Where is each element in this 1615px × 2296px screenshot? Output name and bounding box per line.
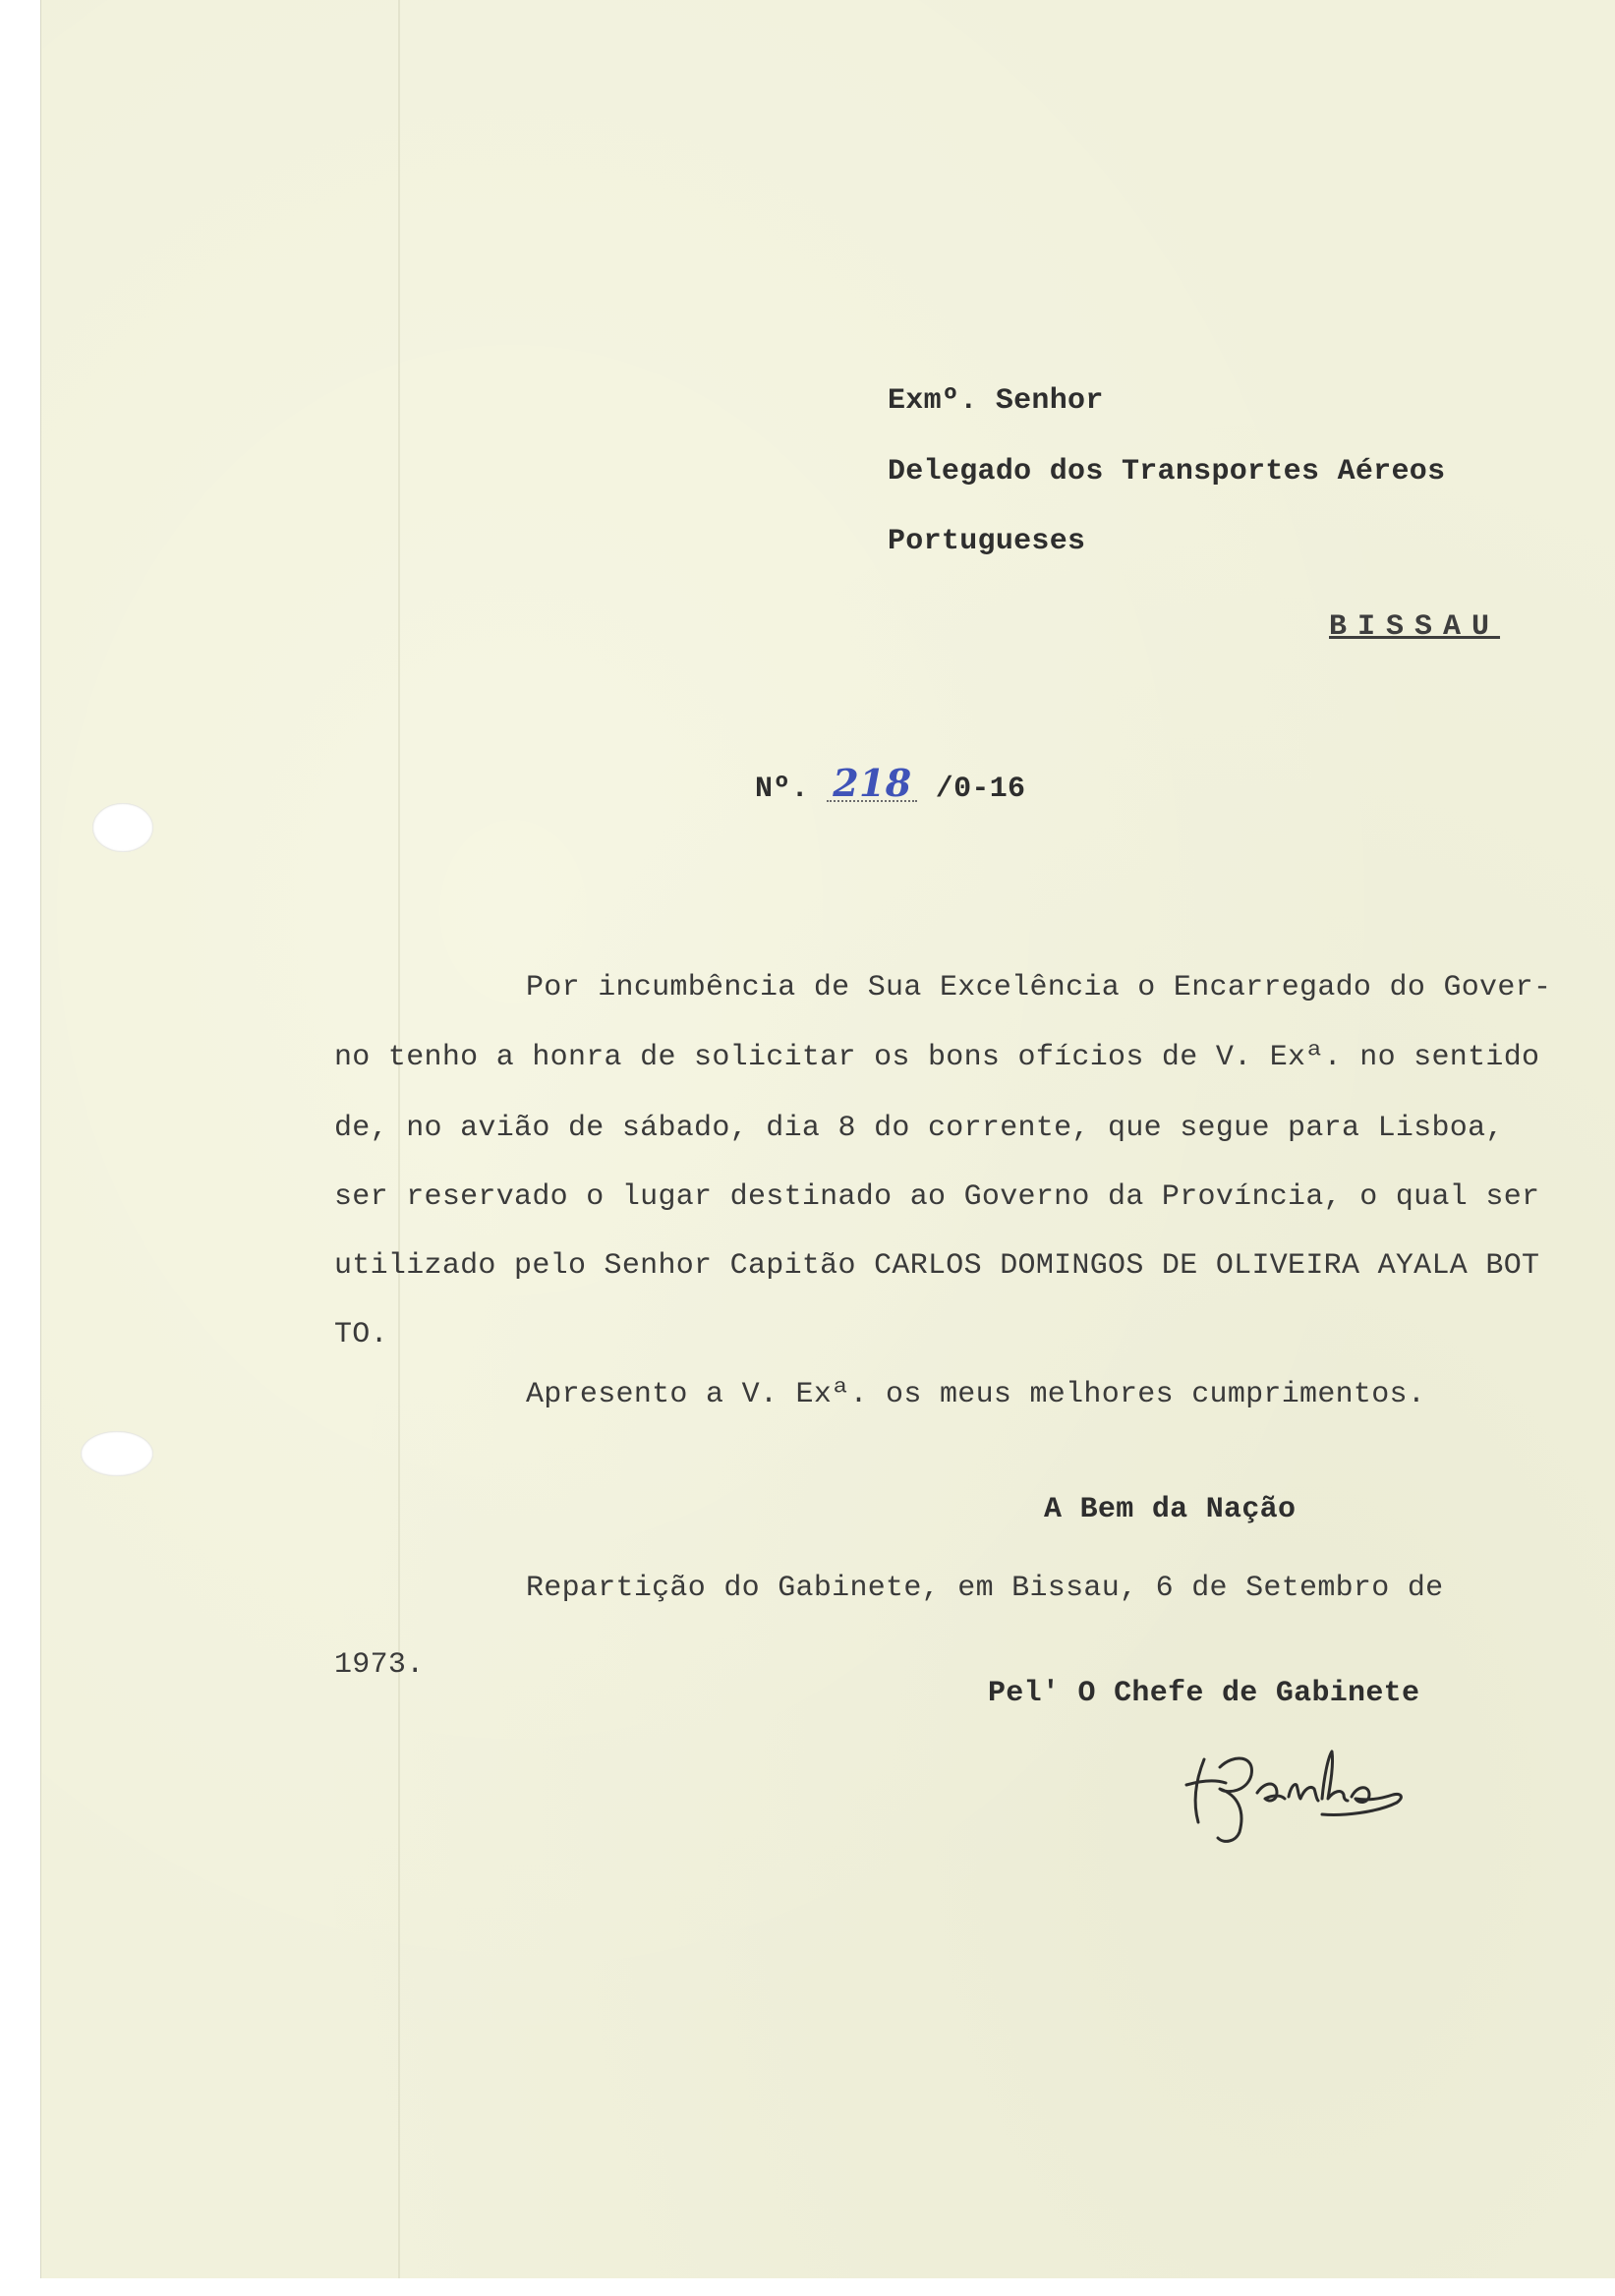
reference-suffix: /0-16: [935, 773, 1026, 806]
reference-handwritten-number: 218: [827, 767, 917, 802]
closing-year: 1973.: [334, 1648, 425, 1682]
reference-prefix: Nº.: [755, 773, 809, 806]
closing-motto: A Bem da Nação: [1044, 1493, 1297, 1526]
addressee-title: Delegado dos Transportes Aéreos: [888, 455, 1446, 488]
punch-hole-top: [92, 803, 153, 852]
handwritten-signature: [1175, 1738, 1411, 1848]
body-line-3: de, no avião de sábado, dia 8 do corrente, que segue para Lisboa,: [334, 1112, 1504, 1145]
closing-place-date: Repartição do Gabinete, em Bissau, 6 de Setembro de: [526, 1572, 1444, 1605]
body-line-6: TO.: [334, 1318, 388, 1351]
addressee-salutation: Exmº. Senhor: [888, 384, 1104, 418]
body-line-1: Por incumbência de Sua Excelência o Encarregado do Gover-: [526, 971, 1552, 1004]
punch-hole-bottom: [81, 1431, 153, 1476]
body-line-4: ser reservado o lugar destinado ao Governo da Província, o qual ser: [334, 1180, 1540, 1214]
addressee-title-continued: Portugueses: [888, 525, 1086, 558]
body-line-5: utilizado pelo Senhor Capitão CARLOS DOMINGOS DE OLIVEIRA AYALA BOT: [334, 1249, 1540, 1283]
signatory-title: Pel' O Chefe de Gabinete: [988, 1677, 1420, 1710]
addressee-city: BISSAU: [1329, 610, 1501, 644]
greeting-line: Apresento a V. Exª. os meus melhores cumprimentos.: [526, 1378, 1426, 1411]
body-line-2: no tenho a honra de solicitar os bons ofícios de V. Exª. no sentido: [334, 1041, 1540, 1074]
reference-number: [755, 761, 1026, 807]
